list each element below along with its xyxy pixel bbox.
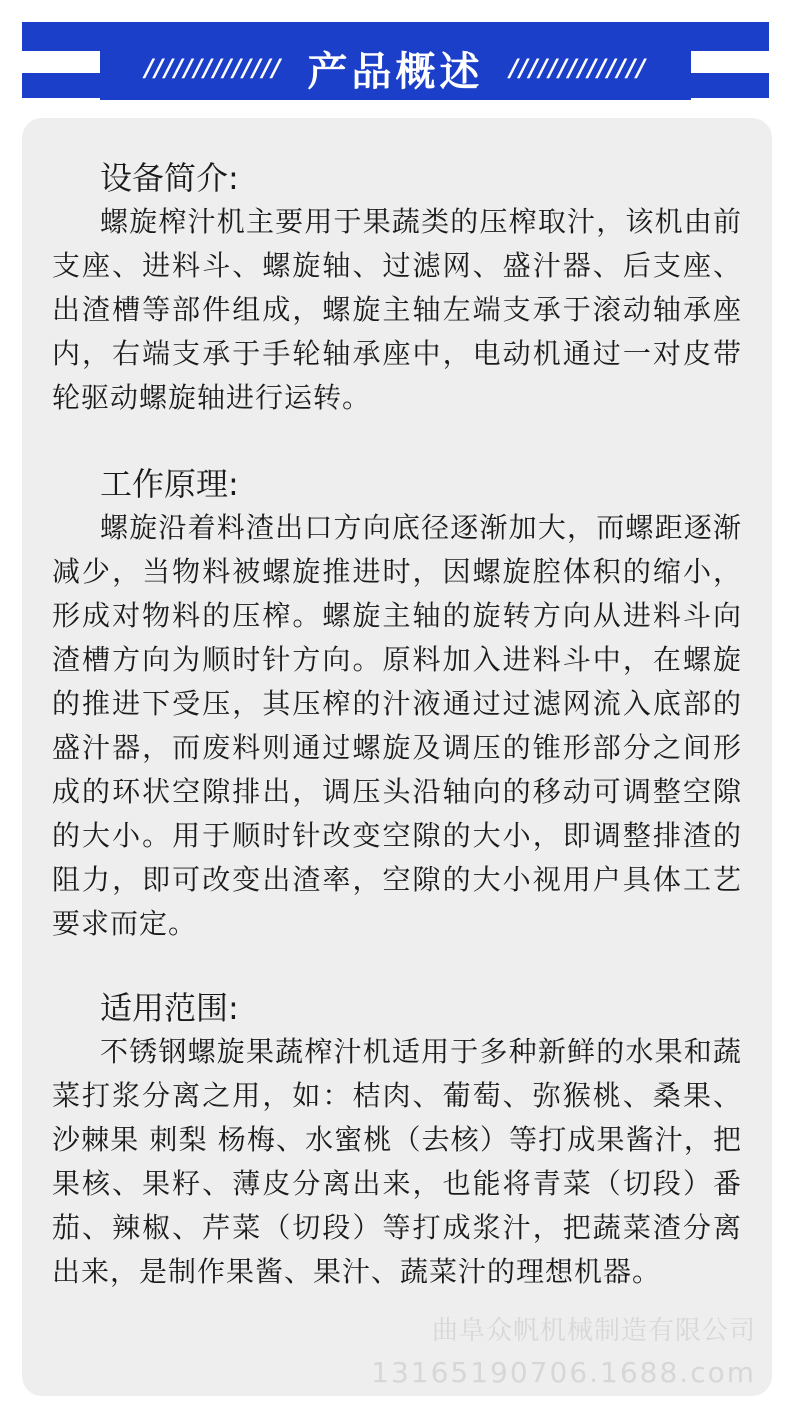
page-title: 产品概述 [307, 48, 484, 95]
section-heading: 适用范围: [100, 989, 239, 1027]
banner-title-block [100, 36, 691, 100]
right-slash-decoration: ////////////// [509, 54, 647, 82]
section-equipment-intro [52, 156, 742, 420]
header-banner [22, 22, 769, 98]
section-application-scope [52, 986, 742, 1294]
watermark-site: 13165190706.1688.com [371, 1356, 756, 1389]
left-slash-decoration: ////////////// [144, 54, 282, 82]
section-body: 不锈钢螺旋果蔬榨汁机适用于多种新鲜的水果和蔬菜打浆分离之用，如：桔肉、葡萄、弥猴桃、桑果、沙棘果 刺梨 杨梅、水蜜桃（去核）等打成果酱汁，把果核、果籽、薄皮分离出来，也能将青菜（切段）番茄、辣椒、芹菜（切段）等打成浆汁，把蔬菜渣分离出来，是制作果酱、果汁、蔬菜汁的理想机器。 [52, 1035, 742, 1288]
section-working-principle [52, 462, 742, 946]
section-heading: 工作原理: [100, 465, 239, 503]
section-body: 螺旋沿着料渣出口方向底径逐渐加大，而螺距逐渐减少，当物料被螺旋推进时，因螺旋腔体积的缩小，形成对物料的压榨。螺旋主轴的旋转方向从进料斗向渣槽方向为顺时针方向。原料加入进料斗中，在螺旋的推进下受压，其压榨的汁液通过过滤网流入底部的盛汁器，而废料则通过螺旋及调压的锥形部分之间形成的环状空隙排出，调压头沿轴向的移动可调整空隙的大小。用于顺时针改变空隙的大小，即调整排渣的阻力，即可改变出渣率，空隙的大小视用户具体工艺要求而定。 [52, 511, 742, 940]
section-body: 螺旋榨汁机主要用于果蔬类的压榨取汁，该机由前支座、进料斗、螺旋轴、过滤网、盛汁器、后支座、出渣槽等部件组成，螺旋主轴左端支承于滚动轴承座内，右端支承于手轮轴承座中，电动机通过一对皮带轮驱动螺旋轴进行运转。 [52, 205, 742, 414]
section-heading: 设备简介: [100, 159, 239, 197]
watermark-company: 曲阜众帆机械制造有限公司 [431, 1316, 756, 1346]
